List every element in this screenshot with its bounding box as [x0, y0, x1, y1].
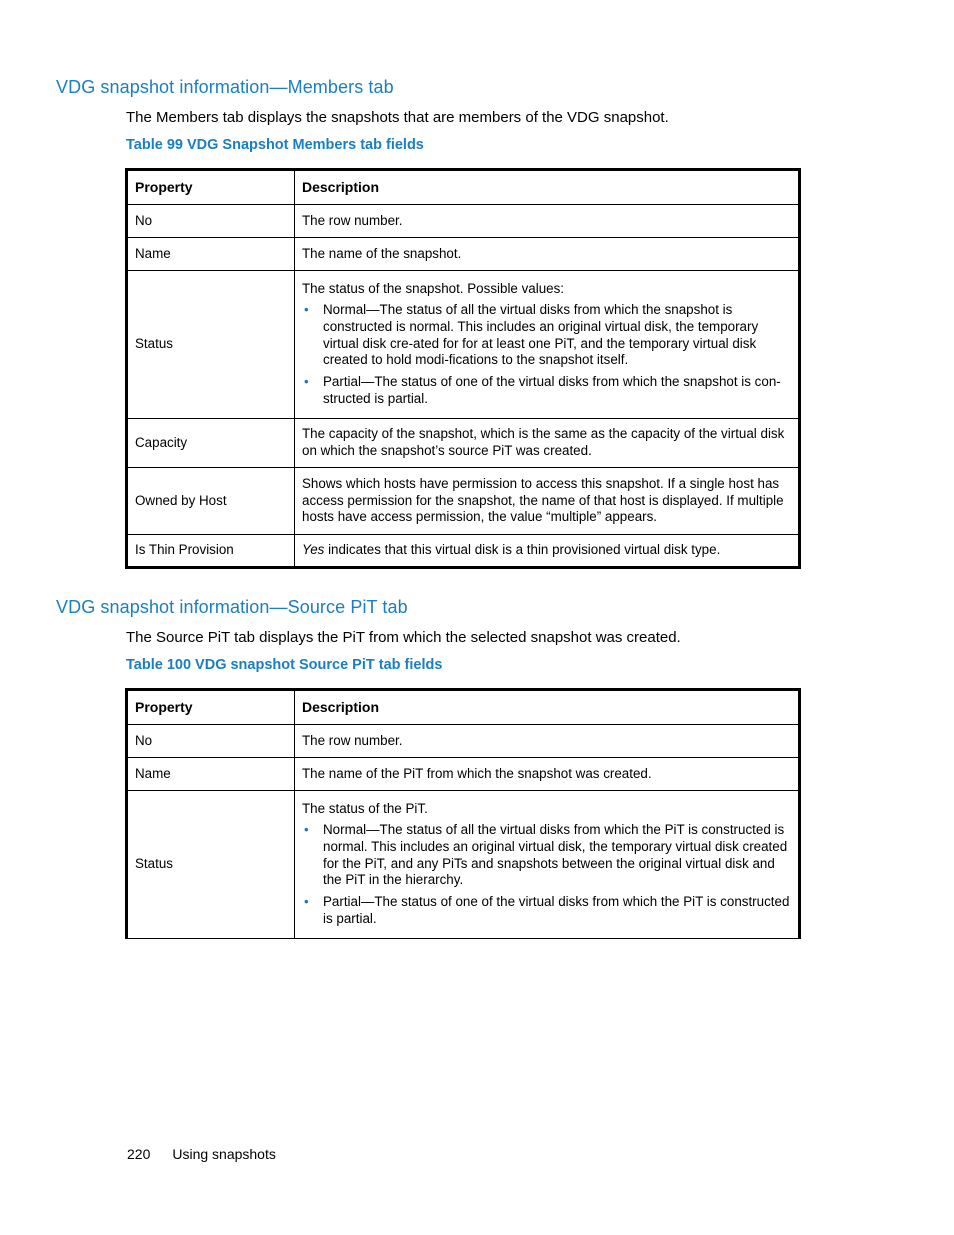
table-row: [127, 791, 800, 939]
bullet-icon: •: [304, 374, 309, 390]
page-footer: [127, 1146, 276, 1162]
property-cell: Status: [127, 791, 295, 939]
property-cell: Owned by Host: [127, 468, 295, 535]
property-cell: Capacity: [127, 419, 295, 468]
table-row: [127, 205, 800, 238]
table-caption-members: Table 99 VDG Snapshot Members tab fields: [126, 137, 424, 153]
table-row: [127, 238, 800, 271]
section-heading-members: VDG snapshot information—Members tab: [56, 77, 394, 97]
header-description: Description: [295, 690, 800, 725]
status-intro-text: The status of the PiT.: [302, 801, 428, 817]
chapter-title: Using snapshots: [172, 1146, 276, 1162]
source-pit-fields-table: [125, 688, 801, 939]
table-row: [127, 419, 800, 468]
description-cell: The row number.: [295, 725, 800, 758]
status-values-list: [302, 822, 791, 928]
status-intro-text: The status of the snapshot. Possible values:: [302, 281, 565, 297]
description-cell: The row number.: [295, 205, 800, 238]
members-fields-table: [125, 168, 801, 569]
list-item: [302, 822, 791, 889]
header-property: Property: [127, 690, 295, 725]
description-cell: Shows which hosts have permission to access this snapshot. If a single host has access permission for the snapshot, the name of that host is displayed. If multiple hosts have access permission, the value “multiple” appears.: [295, 468, 800, 535]
list-item: [302, 894, 791, 928]
description-cell: The capacity of the snapshot, which is the same as the capacity of the virtual disk on which the snapshot’s source PiT was created.: [295, 419, 800, 468]
property-cell: Status: [127, 271, 295, 419]
description-text: indicates that this virtual disk is a thin provisioned virtual disk type.: [324, 542, 721, 558]
table-header-row: [127, 690, 800, 725]
page-number: 220: [127, 1146, 151, 1162]
table-row: [127, 271, 800, 419]
header-property: Property: [127, 170, 295, 205]
property-cell: Name: [127, 758, 295, 791]
table-row: [127, 758, 800, 791]
list-item-text: Normal—The status of all the virtual disks from which the snapshot is constructed is normal. This includes an original virtual disk, the temporary virtual disk cre-ated for for at least one PiT, and the temporary virtual disk created to hold modi-fications to the snapshot itself.: [323, 302, 759, 368]
list-item-text: Normal—The status of all the virtual disks from which the PiT is constructed is normal. This includes an original virtual disk, the temporary virtual disk created for the PiT, and any PiTs and snapshots between the original virtual disk and the PiT in the hierarchy.: [323, 822, 788, 888]
list-item-text: Partial—The status of one of the virtual disks from which the snapshot is con-structed is partial.: [323, 374, 781, 406]
emphasis-text: Yes: [302, 542, 325, 558]
table-row: [127, 468, 800, 535]
list-item-text: Partial—The status of one of the virtual disks from which the PiT is constructed is partial.: [323, 894, 790, 926]
bullet-icon: •: [304, 822, 309, 837]
bullet-icon: •: [304, 302, 309, 317]
description-cell: [295, 791, 800, 939]
description-cell: [295, 271, 800, 419]
status-values-list: [302, 302, 791, 408]
list-item: [302, 302, 791, 369]
description-cell: [295, 535, 800, 568]
table-caption-source-pit: Table 100 VDG snapshot Source PiT tab fields: [126, 657, 443, 673]
description-cell: The name of the PiT from which the snapshot was created.: [295, 758, 800, 791]
section-heading-source-pit: VDG snapshot information—Source PiT tab: [56, 597, 408, 617]
property-cell: Is Thin Provision: [127, 535, 295, 568]
table-header-row: [127, 170, 800, 205]
table-row: [127, 725, 800, 758]
description-cell: The name of the snapshot.: [295, 238, 800, 271]
bullet-icon: •: [304, 894, 309, 910]
table-row: [127, 535, 800, 568]
property-cell: No: [127, 205, 295, 238]
list-item: [302, 374, 791, 408]
section-intro-members: The Members tab displays the snapshots that are members of the VDG snapshot.: [126, 109, 669, 126]
property-cell: Name: [127, 238, 295, 271]
section-intro-source-pit: The Source PiT tab displays the PiT from which the selected snapshot was created.: [126, 629, 681, 646]
property-cell: No: [127, 725, 295, 758]
header-description: Description: [295, 170, 800, 205]
